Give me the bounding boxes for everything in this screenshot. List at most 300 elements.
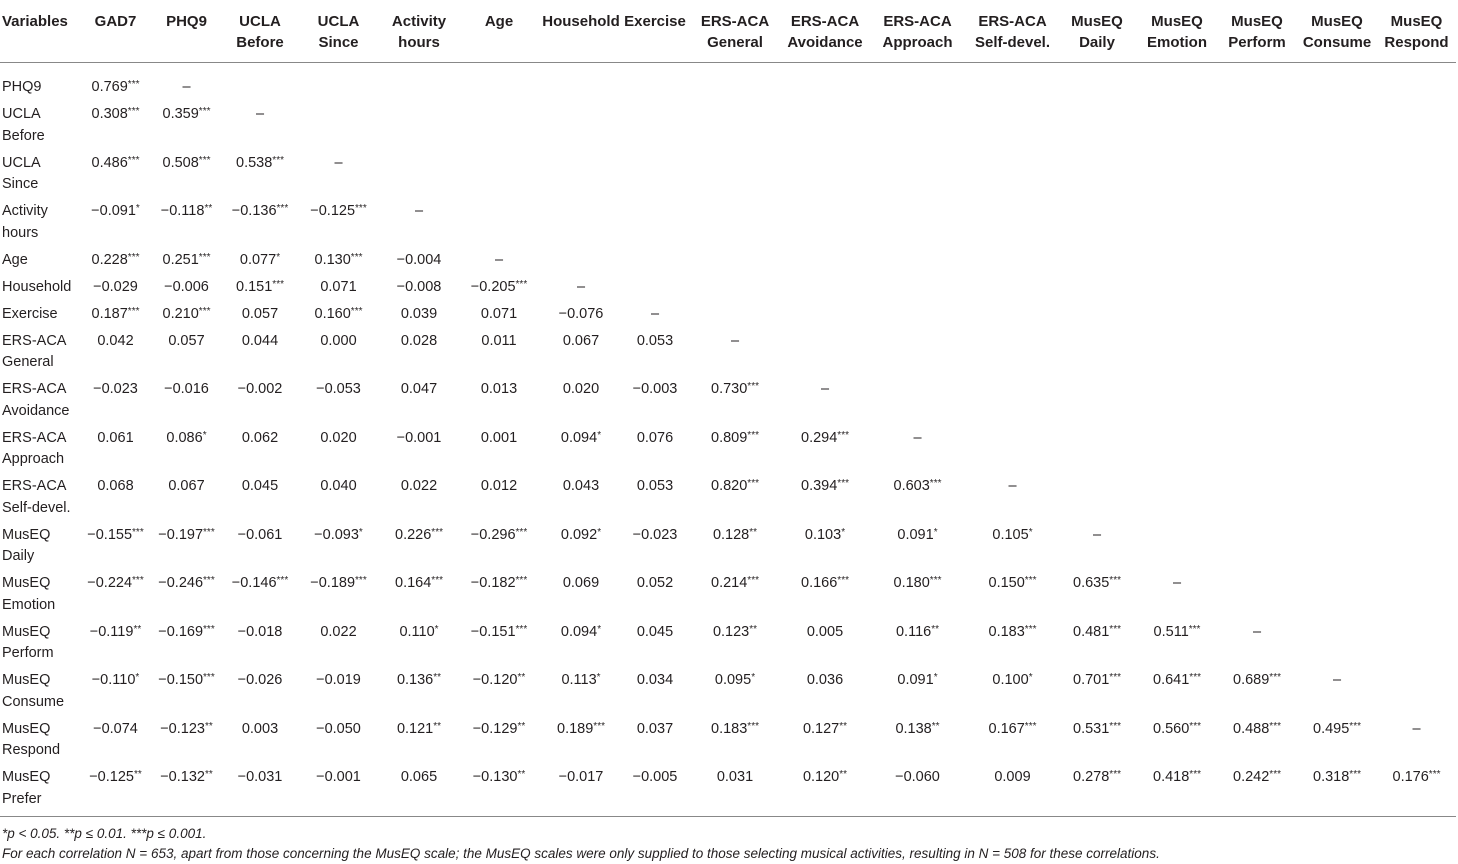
correlation-cell: −0.017 bbox=[558, 769, 604, 785]
correlation-cell: 0.091* bbox=[897, 526, 938, 543]
column-header-phq9: PHQ9 bbox=[151, 7, 222, 63]
correlation-cell: 0.005 bbox=[806, 623, 844, 640]
empty-cell bbox=[1137, 302, 1217, 329]
empty-cell bbox=[1377, 302, 1456, 329]
correlation-cell: −0.061 bbox=[237, 526, 283, 543]
correlation-cell: 0.028 bbox=[400, 332, 438, 349]
correlation-cell: −0.151*** bbox=[470, 623, 528, 640]
correlation-cell: 0.214*** bbox=[711, 575, 759, 591]
correlation-cell: 0.641*** bbox=[1153, 672, 1201, 688]
empty-cell bbox=[783, 102, 867, 151]
correlation-cell: −0.093* bbox=[314, 526, 363, 543]
correlation-cell: 0.009 bbox=[994, 769, 1031, 785]
correlation-cell: 0.226*** bbox=[395, 526, 443, 543]
empty-cell bbox=[1377, 329, 1456, 378]
row-label: Age bbox=[2, 251, 28, 268]
empty-cell bbox=[968, 377, 1057, 426]
empty-cell bbox=[1137, 102, 1217, 151]
empty-cell bbox=[968, 199, 1057, 248]
correlation-table bbox=[0, 7, 1456, 817]
column-header-activity-hours: Activity hours bbox=[379, 7, 459, 63]
correlation-cell: −0.155*** bbox=[87, 526, 144, 543]
empty-cell bbox=[1377, 474, 1456, 523]
empty-cell bbox=[1297, 199, 1377, 248]
table-row bbox=[0, 717, 1456, 766]
table-row bbox=[0, 151, 1456, 200]
column-header-ers-aca-avoidance: ERS-ACA Avoidance bbox=[783, 7, 867, 63]
correlation-cell: −0.003 bbox=[632, 381, 678, 397]
correlation-cell: – bbox=[1172, 575, 1182, 591]
correlation-cell: 0.057 bbox=[168, 332, 205, 349]
correlation-cell: 0.092* bbox=[560, 526, 602, 543]
correlation-cell: – bbox=[1412, 720, 1421, 737]
table-row bbox=[0, 523, 1456, 572]
row-label: Household bbox=[2, 278, 72, 295]
table-header-row bbox=[0, 7, 1456, 63]
correlation-cell: 0.013 bbox=[480, 381, 518, 397]
empty-cell bbox=[867, 329, 968, 378]
empty-cell bbox=[1057, 377, 1137, 426]
table-row bbox=[0, 668, 1456, 717]
column-header-ers-aca-self-devel: ERS-ACA Self-devel. bbox=[968, 7, 1057, 63]
empty-cell bbox=[1297, 63, 1377, 103]
table-row bbox=[0, 377, 1456, 426]
empty-cell bbox=[867, 302, 968, 329]
correlation-cell: −0.026 bbox=[237, 672, 283, 688]
correlation-cell: 0.061 bbox=[97, 429, 134, 446]
empty-cell bbox=[1217, 474, 1297, 523]
row-label: MusEQ Daily bbox=[2, 526, 51, 564]
empty-cell bbox=[1297, 248, 1377, 275]
correlation-cell: 0.603*** bbox=[893, 478, 942, 494]
correlation-cell: – bbox=[1092, 526, 1102, 543]
empty-cell bbox=[968, 63, 1057, 103]
correlation-cell: 0.068 bbox=[97, 478, 134, 494]
correlation-cell: 0.094* bbox=[560, 429, 602, 446]
correlation-cell: −0.130** bbox=[472, 769, 526, 785]
row-label: Exercise bbox=[2, 305, 58, 322]
empty-cell bbox=[783, 248, 867, 275]
empty-cell bbox=[867, 377, 968, 426]
empty-cell bbox=[539, 102, 623, 151]
empty-cell bbox=[1377, 199, 1456, 248]
correlation-cell: 0.076 bbox=[636, 429, 674, 446]
column-header-museq-consume: MusEQ Consume bbox=[1297, 7, 1377, 63]
correlation-cell: −0.004 bbox=[396, 251, 442, 268]
correlation-cell: – bbox=[730, 332, 740, 349]
empty-cell bbox=[1377, 571, 1456, 620]
correlation-cell: 0.151*** bbox=[236, 278, 284, 295]
table-row bbox=[0, 765, 1456, 817]
empty-cell bbox=[1297, 329, 1377, 378]
correlation-cell: 0.308*** bbox=[91, 106, 140, 122]
correlation-cell: −0.001 bbox=[316, 769, 361, 785]
correlation-cell: 0.128** bbox=[712, 526, 758, 543]
correlation-cell: 0.036 bbox=[806, 672, 844, 688]
correlation-cell: 0.809*** bbox=[711, 429, 759, 446]
empty-cell bbox=[1297, 426, 1377, 475]
correlation-cell: 0.130*** bbox=[314, 251, 363, 268]
table-row bbox=[0, 620, 1456, 669]
empty-cell bbox=[1057, 275, 1137, 302]
empty-cell bbox=[1377, 248, 1456, 275]
empty-cell bbox=[1217, 199, 1297, 248]
correlation-cell: 0.022 bbox=[400, 478, 438, 494]
correlation-cell: −0.002 bbox=[237, 381, 283, 397]
correlation-cell: −0.182*** bbox=[470, 575, 528, 591]
correlation-cell: −0.132** bbox=[160, 769, 213, 785]
empty-cell bbox=[1137, 426, 1217, 475]
empty-cell bbox=[1137, 377, 1217, 426]
empty-cell bbox=[459, 102, 539, 151]
empty-cell bbox=[968, 426, 1057, 475]
column-header-exercise: Exercise bbox=[623, 7, 687, 63]
correlation-cell: 0.077* bbox=[239, 251, 281, 268]
correlation-cell: – bbox=[913, 429, 922, 446]
empty-cell bbox=[298, 63, 379, 103]
correlation-cell: −0.129** bbox=[472, 720, 526, 737]
correlation-cell: 0.043 bbox=[562, 478, 600, 494]
correlation-cell: 0.278*** bbox=[1073, 769, 1121, 785]
correlation-cell: 0.538*** bbox=[236, 154, 284, 171]
correlation-cell: 0.011 bbox=[481, 332, 517, 349]
correlation-cell: −0.091* bbox=[91, 203, 140, 219]
column-header-museq-emotion: MusEQ Emotion bbox=[1137, 7, 1217, 63]
correlation-cell: −0.031 bbox=[237, 769, 283, 785]
row-label: MusEQ Emotion bbox=[2, 575, 56, 613]
empty-cell bbox=[1217, 302, 1297, 329]
empty-cell bbox=[1297, 474, 1377, 523]
correlation-cell: −0.224*** bbox=[87, 575, 144, 591]
empty-cell bbox=[539, 63, 623, 103]
correlation-cell: −0.136*** bbox=[231, 203, 289, 219]
empty-cell bbox=[687, 302, 783, 329]
empty-cell bbox=[1057, 63, 1137, 103]
correlation-cell: −0.023 bbox=[632, 526, 678, 543]
empty-cell bbox=[968, 275, 1057, 302]
correlation-cell: 0.560*** bbox=[1153, 720, 1201, 737]
table-footnotes bbox=[0, 824, 1458, 864]
empty-cell bbox=[867, 275, 968, 302]
empty-cell bbox=[1137, 248, 1217, 275]
correlation-cell: – bbox=[576, 278, 586, 295]
empty-cell bbox=[1377, 275, 1456, 302]
correlation-cell: −0.016 bbox=[164, 381, 209, 397]
empty-cell bbox=[459, 63, 539, 103]
correlation-cell: 0.067 bbox=[168, 478, 205, 494]
correlation-cell: 0.359*** bbox=[162, 106, 211, 122]
correlation-cell: −0.119** bbox=[89, 623, 142, 640]
empty-cell bbox=[459, 151, 539, 200]
correlation-cell: −0.110* bbox=[91, 672, 140, 688]
correlation-cell: 0.138** bbox=[895, 720, 940, 737]
empty-cell bbox=[867, 151, 968, 200]
correlation-cell: – bbox=[820, 381, 830, 397]
empty-cell bbox=[298, 102, 379, 151]
correlation-cell: 0.160*** bbox=[314, 305, 363, 322]
correlation-cell: −0.246*** bbox=[158, 575, 215, 591]
correlation-cell: −0.006 bbox=[164, 278, 209, 295]
empty-cell bbox=[1057, 474, 1137, 523]
correlation-cell: 0.531*** bbox=[1073, 720, 1121, 737]
correlation-cell: 0.167*** bbox=[988, 720, 1037, 737]
correlation-cell: 0.820*** bbox=[711, 478, 759, 494]
correlation-cell: 0.003 bbox=[241, 720, 279, 737]
correlation-cell: 0.294*** bbox=[801, 429, 849, 446]
correlation-cell: 0.150*** bbox=[988, 575, 1037, 591]
correlation-cell: 0.730*** bbox=[711, 381, 759, 397]
column-header-ers-aca-approach: ERS-ACA Approach bbox=[867, 7, 968, 63]
empty-cell bbox=[459, 199, 539, 248]
table-row bbox=[0, 199, 1456, 248]
correlation-cell: 0.418*** bbox=[1153, 769, 1201, 785]
row-label: MusEQ Prefer bbox=[2, 769, 51, 807]
correlation-cell: 0.047 bbox=[400, 381, 438, 397]
correlation-cell: −0.197*** bbox=[158, 526, 215, 543]
correlation-cell: 0.071 bbox=[480, 305, 518, 322]
correlation-cell: −0.125*** bbox=[310, 203, 367, 219]
correlation-cell: 0.105* bbox=[992, 526, 1033, 543]
empty-cell bbox=[867, 63, 968, 103]
correlation-cell: 0.053 bbox=[636, 478, 674, 494]
correlation-cell: −0.150*** bbox=[158, 672, 215, 688]
correlation-cell: 0.071 bbox=[320, 278, 357, 295]
row-label: UCLA Before bbox=[2, 106, 45, 144]
correlation-cell: – bbox=[1252, 623, 1262, 640]
empty-cell bbox=[379, 63, 459, 103]
empty-cell bbox=[783, 63, 867, 103]
empty-cell bbox=[1377, 102, 1456, 151]
empty-cell bbox=[539, 151, 623, 200]
correlation-cell: 0.001 bbox=[480, 429, 518, 446]
correlation-cell: 0.176*** bbox=[1392, 769, 1441, 785]
empty-cell bbox=[1297, 151, 1377, 200]
correlation-cell: 0.318*** bbox=[1313, 769, 1361, 785]
empty-cell bbox=[1297, 377, 1377, 426]
table-row bbox=[0, 329, 1456, 378]
empty-cell bbox=[1057, 302, 1137, 329]
correlation-cell: −0.029 bbox=[93, 278, 138, 295]
empty-cell bbox=[783, 151, 867, 200]
correlation-cell: −0.123** bbox=[160, 720, 213, 737]
correlation-cell: 0.210*** bbox=[162, 305, 211, 322]
empty-cell bbox=[687, 275, 783, 302]
correlation-cell: −0.023 bbox=[93, 381, 138, 397]
empty-cell bbox=[687, 63, 783, 103]
empty-cell bbox=[867, 199, 968, 248]
column-header-ucla-before: UCLA Before bbox=[222, 7, 298, 63]
empty-cell bbox=[1297, 620, 1377, 669]
correlation-cell: 0.053 bbox=[636, 332, 674, 349]
correlation-cell: 0.086* bbox=[166, 429, 207, 446]
correlation-cell: 0.094* bbox=[560, 623, 602, 640]
correlation-cell: 0.127** bbox=[802, 720, 848, 737]
empty-cell bbox=[1137, 329, 1217, 378]
column-header-ucla-since: UCLA Since bbox=[298, 7, 379, 63]
empty-cell bbox=[1057, 248, 1137, 275]
column-header-museq-perform: MusEQ Perform bbox=[1217, 7, 1297, 63]
table-body bbox=[0, 63, 1456, 817]
empty-cell bbox=[222, 63, 298, 103]
correlation-cell: 0.183*** bbox=[988, 623, 1037, 640]
empty-cell bbox=[1217, 248, 1297, 275]
correlation-cell: −0.146*** bbox=[231, 575, 289, 591]
correlation-cell: 0.394*** bbox=[801, 478, 849, 494]
column-header-museq-daily: MusEQ Daily bbox=[1057, 7, 1137, 63]
empty-cell bbox=[379, 102, 459, 151]
correlation-cell: 0.136** bbox=[396, 672, 442, 688]
correlation-cell: −0.074 bbox=[93, 720, 138, 737]
correlation-cell: 0.228*** bbox=[91, 251, 140, 268]
empty-cell bbox=[1377, 523, 1456, 572]
empty-cell bbox=[1137, 199, 1217, 248]
row-label: MusEQ Respond bbox=[2, 720, 61, 758]
empty-cell bbox=[623, 63, 687, 103]
row-label: ERS-ACA Avoidance bbox=[2, 381, 70, 419]
empty-cell bbox=[867, 248, 968, 275]
correlation-cell: 0.067 bbox=[562, 332, 600, 349]
empty-cell bbox=[687, 199, 783, 248]
empty-cell bbox=[1297, 275, 1377, 302]
empty-cell bbox=[1297, 102, 1377, 151]
empty-cell bbox=[1217, 329, 1297, 378]
empty-cell bbox=[1217, 571, 1297, 620]
correlation-cell: −0.169*** bbox=[158, 623, 215, 640]
footnote-sample-size: For each correlation N = 653, apart from those concerning the MusEQ scale; the MusEQ scales were only supplied to those selecting musical activities, resulting in N = 508 for these correlations. bbox=[2, 846, 1160, 861]
correlation-cell: 0.511*** bbox=[1153, 623, 1201, 640]
empty-cell bbox=[1377, 377, 1456, 426]
empty-cell bbox=[1057, 151, 1137, 200]
correlation-cell: 0.037 bbox=[636, 720, 674, 737]
correlation-cell: 0.095* bbox=[714, 672, 756, 688]
empty-cell bbox=[1137, 275, 1217, 302]
correlation-cell: 0.116** bbox=[895, 623, 939, 640]
empty-cell bbox=[1297, 302, 1377, 329]
correlation-cell: −0.053 bbox=[316, 381, 361, 397]
correlation-cell: −0.050 bbox=[316, 720, 361, 737]
correlation-cell: 0.040 bbox=[320, 478, 357, 494]
correlation-cell: −0.296*** bbox=[470, 526, 528, 543]
table-row bbox=[0, 571, 1456, 620]
correlation-cell: 0.103* bbox=[804, 526, 846, 543]
correlation-cell: – bbox=[494, 251, 504, 268]
empty-cell bbox=[539, 248, 623, 275]
correlation-cell: 0.166*** bbox=[801, 575, 849, 591]
correlation-cell: −0.076 bbox=[558, 305, 604, 322]
correlation-cell: 0.251*** bbox=[162, 251, 211, 268]
empty-cell bbox=[1217, 102, 1297, 151]
row-label: MusEQ Perform bbox=[2, 623, 54, 661]
empty-cell bbox=[1377, 668, 1456, 717]
column-header-age: Age bbox=[459, 7, 539, 63]
column-header-household: Household bbox=[539, 7, 623, 63]
correlation-cell: −0.001 bbox=[396, 429, 442, 446]
row-label: Activity hours bbox=[2, 203, 48, 241]
correlation-cell: – bbox=[414, 203, 424, 219]
empty-cell bbox=[623, 248, 687, 275]
table-row bbox=[0, 248, 1456, 275]
empty-cell bbox=[1217, 151, 1297, 200]
correlation-cell: – bbox=[650, 305, 660, 322]
correlation-cell: 0.113* bbox=[561, 672, 601, 688]
correlation-cell: 0.069 bbox=[562, 575, 600, 591]
correlation-cell: −0.005 bbox=[632, 769, 678, 785]
correlation-cell: −0.060 bbox=[895, 769, 940, 785]
correlation-cell: 0.091* bbox=[897, 672, 938, 688]
empty-cell bbox=[968, 102, 1057, 151]
correlation-cell: 0.034 bbox=[636, 672, 674, 688]
empty-cell bbox=[1137, 523, 1217, 572]
empty-cell bbox=[968, 302, 1057, 329]
correlation-cell: 0.065 bbox=[400, 769, 438, 785]
correlation-cell: 0.110* bbox=[399, 623, 439, 640]
correlation-cell: 0.042 bbox=[97, 332, 134, 349]
correlation-cell: 0.045 bbox=[636, 623, 674, 640]
correlation-cell: −0.189*** bbox=[310, 575, 367, 591]
empty-cell bbox=[867, 102, 968, 151]
empty-cell bbox=[1297, 571, 1377, 620]
correlation-cell: 0.045 bbox=[241, 478, 279, 494]
empty-cell bbox=[783, 199, 867, 248]
correlation-cell: 0.183*** bbox=[711, 720, 759, 737]
row-label: ERS-ACA Self-devel. bbox=[2, 478, 71, 516]
correlation-cell: 0.020 bbox=[320, 429, 357, 446]
empty-cell bbox=[783, 329, 867, 378]
row-label: ERS-ACA Approach bbox=[2, 429, 66, 467]
empty-cell bbox=[623, 102, 687, 151]
empty-cell bbox=[1137, 151, 1217, 200]
correlation-cell: 0.020 bbox=[562, 381, 600, 397]
correlation-cell: 0.635*** bbox=[1073, 575, 1121, 591]
empty-cell bbox=[968, 151, 1057, 200]
correlation-cell: 0.481*** bbox=[1073, 623, 1121, 640]
footnote-significance: *p < 0.05. **p ≤ 0.01. ***p ≤ 0.001. bbox=[2, 826, 207, 841]
empty-cell bbox=[1377, 151, 1456, 200]
empty-cell bbox=[1137, 63, 1217, 103]
correlation-cell: – bbox=[334, 154, 343, 171]
empty-cell bbox=[539, 199, 623, 248]
correlation-cell: −0.205*** bbox=[470, 278, 528, 295]
table-row bbox=[0, 102, 1456, 151]
empty-cell bbox=[1137, 474, 1217, 523]
empty-cell bbox=[1297, 523, 1377, 572]
column-header-variables: Variables bbox=[0, 7, 80, 63]
correlation-cell: 0.164*** bbox=[395, 575, 443, 591]
table-row bbox=[0, 302, 1456, 329]
column-header-gad7: GAD7 bbox=[80, 7, 151, 63]
empty-cell bbox=[1377, 620, 1456, 669]
correlation-cell: 0.031 bbox=[716, 769, 754, 785]
correlation-cell: 0.486*** bbox=[91, 154, 140, 171]
correlation-cell: 0.242*** bbox=[1233, 769, 1281, 785]
correlation-cell: 0.120** bbox=[802, 769, 848, 785]
correlation-cell: −0.120** bbox=[472, 672, 526, 688]
empty-cell bbox=[1217, 377, 1297, 426]
correlation-cell: 0.180*** bbox=[893, 575, 942, 591]
row-label: MusEQ Consume bbox=[2, 672, 65, 710]
correlation-cell: 0.689*** bbox=[1233, 672, 1281, 688]
empty-cell bbox=[1377, 426, 1456, 475]
empty-cell bbox=[1217, 275, 1297, 302]
empty-cell bbox=[623, 199, 687, 248]
correlation-cell: 0.062 bbox=[241, 429, 279, 446]
table-row bbox=[0, 426, 1456, 475]
correlation-cell: −0.125** bbox=[89, 769, 142, 785]
correlation-cell: 0.189*** bbox=[557, 720, 605, 737]
empty-cell bbox=[1057, 199, 1137, 248]
correlation-cell: 0.701*** bbox=[1073, 672, 1121, 688]
correlation-cell: 0.187*** bbox=[91, 305, 140, 322]
